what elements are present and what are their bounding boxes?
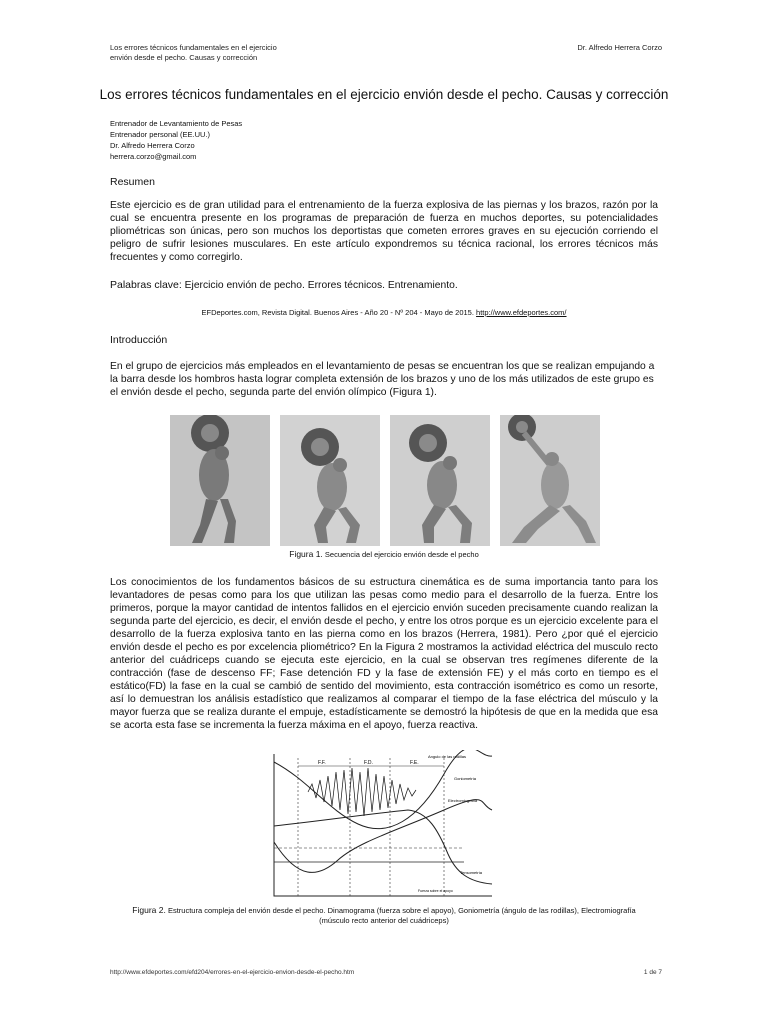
footer-page-number: 1 de 7 [643, 969, 662, 976]
lifter-image [500, 415, 600, 546]
intro-heading: Introducción [110, 334, 168, 346]
figure2-label: Figura 2. [132, 905, 166, 915]
lifter-image [390, 415, 490, 546]
curve-label-electromiografia: Electromiografía [448, 798, 478, 803]
phase-label-ff: F.F. [318, 760, 326, 766]
phase-label-fd: F.D. [364, 760, 373, 766]
author-block [110, 118, 242, 162]
footer-url[interactable]: http://www.efdeportes.com/efd204/errores-en-el-ejercicio-envion-desde-el-pecho.htm [110, 969, 355, 976]
keywords-label: Palabras clave: [110, 279, 182, 291]
figure1-frame-13 [500, 415, 600, 546]
author-email[interactable]: herrera.corzo@gmail.com [110, 152, 197, 161]
figure2-svg [268, 750, 500, 898]
curve-label-tensometria: Tensometría [460, 870, 483, 875]
figure1-caption [110, 549, 658, 559]
figure2-graph [268, 750, 500, 898]
figure1-caption-text: Secuencia del ejercicio envión desde el pecho [324, 550, 479, 559]
figure1-frame-10 [170, 415, 270, 546]
article-title: Los errores técnicos fundamentales en el ejercicio envión desde el pecho. Causas y corrección [99, 87, 669, 102]
lifter-image [280, 415, 380, 546]
figure2-caption [110, 905, 658, 926]
author-name: Dr. Alfredo Herrera Corzo [110, 141, 195, 150]
lifter-image [170, 415, 270, 546]
phase-label-fe: F.E. [410, 760, 419, 766]
citation-link[interactable]: http://www.efdeportes.com/ [476, 308, 567, 317]
citation [110, 308, 658, 317]
figure2-caption-line2: (músculo recto anterior del cuádriceps) [319, 916, 449, 925]
running-header-line1: Los errores técnicos fundamentales en el ejercicio [110, 43, 277, 52]
author-role-2: Entrenador personal (EE.UU.) [110, 130, 211, 139]
intro-paragraph-1: En el grupo de ejercicios más empleados en el levantamiento de pesas se encuentran los que se realizan empujando a la barra desde los hombros hasta lograr completa extensión de los brazos y uno de los más utilizados de este grupo es el envión desde el pecho, segunda parte del envión olímpico (Figura 1). [110, 361, 655, 398]
figure1-frame-12 [390, 415, 490, 546]
running-header-line2: envión desde el pecho. Causas y corrección [110, 53, 258, 62]
keywords [110, 279, 458, 291]
axis-note: Fuerza sobre el apoyo [418, 889, 453, 893]
intro-paragraph-2: Los conocimientos de los fundamentos básicos de su estructura cinemática es de suma importancia tanto para los levantadores de pesas como para los que utilizan las pesas como medio para el desarrollo de la fuerza. Entre los primeros, porque la mayor cantidad de intentos fallidos en el ejercicio envión suceden precisamente cuando realizan la segunda parte del ejercicio, es decir, el envión desde el pecho, y entre los otros porque es un ejercicio excelente para el desarrollo de la fuerza explosiva tanto en las pierna como en los brazos (Herrera, 1981). Pero ¿por qué el ejercicio envión desde el pecho es por excelencia pliométrico? En la Figura 2 mostramos la actividad eléctrica del musculo recto anterior del cuádriceps cuando se ejecuta este ejercicio, en la cual se observan tres regímenes diferente de la contracción (fase de descenso FF; Fase detención FD y la fase de extensión FE) y el más corto en tiempo es el estático(FD) la fase en la cual se cambió de sentido del movimiento, esta contracción isométrico es como un resorte, así lo demuestran los análisis estadístico que realizamos al comparar el tiempo de la fase eléctrica del músculo y la mayor fuerza que se realiza durante el empuje, estadísticamente se demostró la hipótesis de que en la medida que esa se acorta esta fase se incrementa la fuerza máxima en el apoyo, fuerza reactiva. [110, 577, 658, 731]
figure1-label: Figura 1. [289, 549, 323, 559]
figure2-caption-line1: Estructura compleja del envión desde el pecho. Dinamograma (fuerza sobre el apoyo), Goniometría (ángulo de las rodillas), Electromiografía [167, 906, 636, 915]
resumen-text: Este ejercicio es de gran utilidad para el entrenamiento de la fuerza explosiva de las piernas y los brazos, razón por la cual se encuentra presente en los programas de preparación de fuerza en muchos deportes, su potencialidades pliométricas son únicas, pero son muchos los deportistas que cometen errores graves en su ejecución corriendo el peligro de sufrir lesiones musculares. En este artículo expondremos su técnica racional, los errores técnicos más frecuentes y como corregirlo. [110, 200, 658, 263]
keywords-text: Ejercicio envión de pecho. Errores técnicos. Entrenamiento. [184, 280, 458, 291]
resumen-heading: Resumen [110, 176, 155, 188]
curve-label-angulo: Angulo de las rodillas [428, 754, 467, 759]
curve-label-goniometria: Goniometría [454, 776, 477, 781]
figure1-frame-11 [280, 415, 380, 546]
running-header-title [110, 43, 410, 63]
running-header-author: Dr. Alfredo Herrera Corzo [577, 43, 662, 52]
author-role-1: Entrenador de Levantamiento de Pesas [110, 119, 243, 128]
citation-text: EFDeportes.com, Revista Digital. Buenos Aires - Año 20 - Nº 204 - Mayo de 2015. [201, 308, 474, 317]
